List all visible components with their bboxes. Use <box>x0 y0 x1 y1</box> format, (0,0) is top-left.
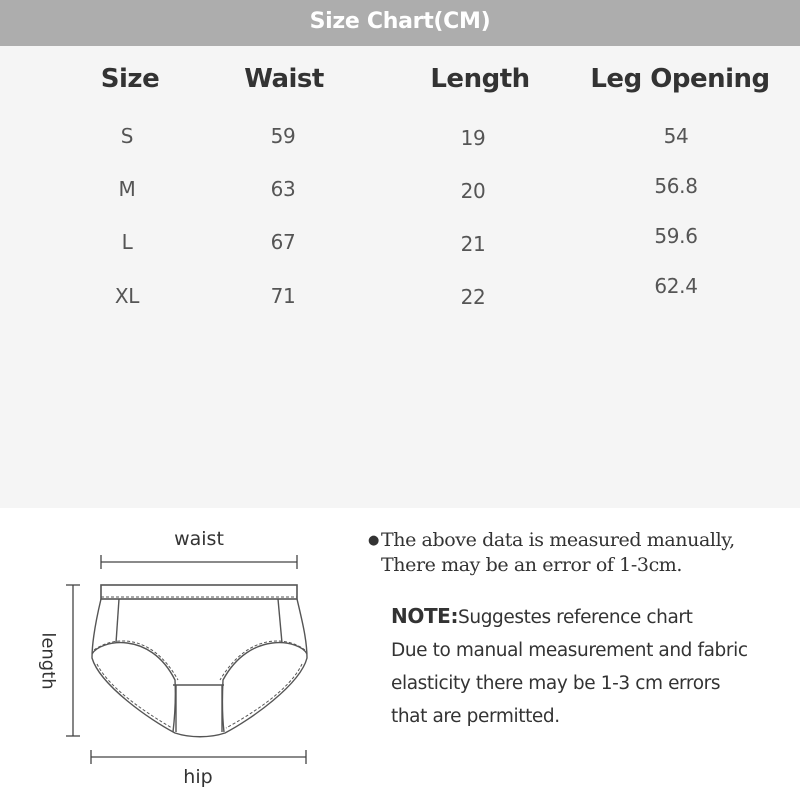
column-header-length: Length <box>430 64 530 94</box>
cell-length: 22 <box>460 285 486 309</box>
column-header-leg-opening: Leg Opening <box>590 64 770 94</box>
length-label: length <box>37 632 59 690</box>
hip-label: hip <box>183 766 213 788</box>
bullet-icon: ● <box>368 533 379 548</box>
cell-waist: 67 <box>270 230 296 254</box>
cell-size: XL <box>114 284 140 308</box>
cell-leg-opening: 54 <box>663 124 689 148</box>
waist-label: waist <box>174 528 224 550</box>
note-title: Suggestes reference chart <box>458 607 693 628</box>
disclaimer-line-1: The above data is measured manually, <box>380 529 735 551</box>
note-line-2: elasticity there may be 1-3 cm errors <box>391 673 721 694</box>
note-block <box>391 600 748 733</box>
note-label: NOTE: <box>391 604 459 628</box>
cell-waist: 59 <box>270 124 296 148</box>
note-line-3: that are permitted. <box>391 706 560 727</box>
cell-length: 20 <box>460 179 486 203</box>
cell-leg-opening: 59.6 <box>654 224 698 248</box>
cell-waist: 63 <box>270 177 296 201</box>
cell-size: S <box>120 124 134 148</box>
cell-size: M <box>118 177 136 201</box>
cell-leg-opening: 62.4 <box>654 274 698 298</box>
measurement-disclaimer <box>368 528 735 578</box>
page-title: Size Chart(CM) <box>0 0 800 46</box>
note-line-1: Due to manual measurement and fabric <box>391 640 748 661</box>
cell-length: 21 <box>460 232 486 256</box>
disclaimer-line-2: There may be an error of 1-3cm. <box>381 554 683 576</box>
cell-size: L <box>121 230 133 254</box>
cell-leg-opening: 56.8 <box>654 174 698 198</box>
column-header-size: Size <box>100 64 160 94</box>
column-header-waist: Waist <box>244 64 324 94</box>
cell-length: 19 <box>460 126 486 150</box>
cell-waist: 71 <box>270 284 296 308</box>
